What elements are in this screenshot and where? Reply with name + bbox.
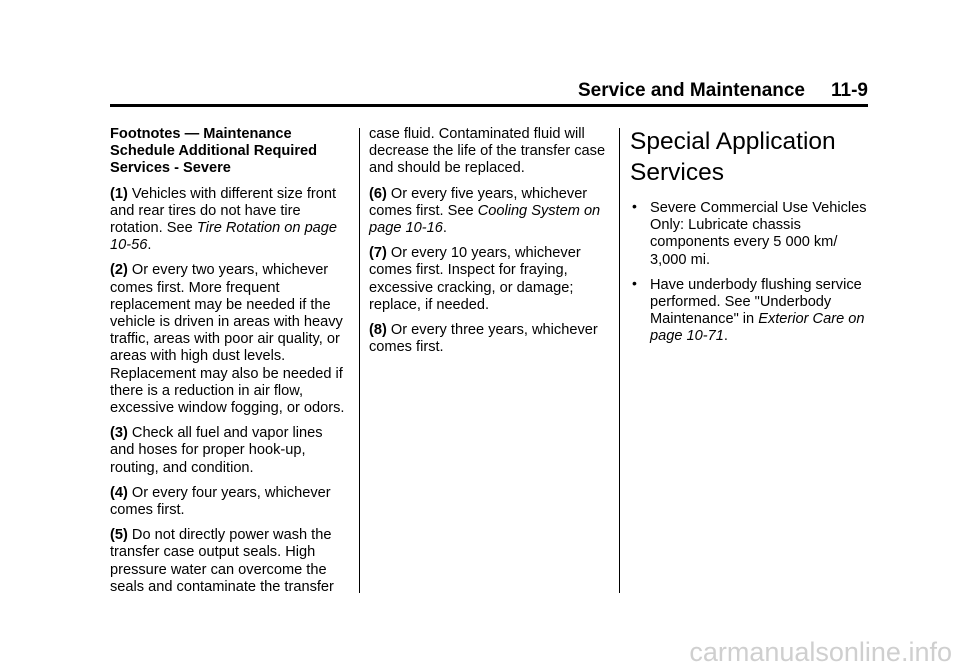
- page-number: 11-9: [831, 80, 868, 101]
- footnote-text: Vehicles with different size front and rear tires do not have tire rotation. See: [110, 185, 337, 237]
- exterior-care-link[interactable]: Exterior Care on page 10-71: [650, 311, 865, 345]
- footnote-5: [110, 527, 350, 596]
- footnote-tail: .: [442, 220, 447, 237]
- footnote-number: (3): [110, 425, 128, 442]
- footnote-6: [369, 186, 609, 238]
- bullet-icon: •: [632, 198, 637, 214]
- footnote-5-continued: case fluid. Contaminated fluid will decrease the life of the transfer case and should be replaced.: [369, 126, 606, 177]
- list-item-text: Severe Commercial Use Vehicles Only: Lubricate chassis components every 5 000 km/ 3,000 mi.: [650, 200, 867, 268]
- column-divider: [619, 128, 620, 593]
- footnote-number: (1): [110, 185, 128, 202]
- footnote-text: Do not directly power wash the transfer case output seals. High pressure water can overcome the seals and contaminate the transfer: [110, 527, 334, 595]
- footnote-4: [110, 485, 350, 519]
- list-item: [630, 274, 870, 346]
- cooling-system-link[interactable]: Cooling System on page 10-16: [369, 202, 601, 237]
- footnote-text: Or every two years, whichever comes first. More frequent replacement may be needed if the vehicle is driven in areas with heavy traffic, areas with poor air quality, or areas with high dust levels. Replacement may also be needed if there is a reduction in air flow, excessive window fogging, or odors.: [110, 262, 345, 417]
- watermark: carmanualsonline.info: [689, 637, 952, 667]
- bullet-icon: •: [632, 274, 637, 291]
- tire-rotation-link[interactable]: Tire Rotation on page 10-56: [110, 220, 338, 254]
- footnote-text: Or every four years, whichever comes first.: [110, 484, 331, 519]
- column-3: [630, 126, 870, 354]
- list-item-tail: .: [723, 328, 728, 345]
- list-item: [630, 200, 870, 269]
- footnote-2: [110, 262, 350, 417]
- page-header: [110, 80, 868, 102]
- column-1: [110, 126, 350, 604]
- footnote-number: (8): [369, 322, 387, 339]
- footnote-text: Check all fuel and vapor lines and hoses for proper hook-up, routing, and condition.: [110, 425, 323, 476]
- footnote-number: (7): [369, 245, 387, 262]
- special-application-heading: Special Application Services: [630, 128, 836, 186]
- footnote-text: Or every 10 years, whichever comes first. Inspect for fraying, excessive cracking, or damage; replace, if needed.: [369, 245, 581, 313]
- footnote-tail: .: [147, 237, 152, 254]
- footnote-text: Or every three years, whichever comes first.: [369, 322, 598, 356]
- section-title: Service and Maintenance: [577, 80, 806, 101]
- column-divider: [359, 128, 360, 593]
- column-2: [369, 126, 609, 364]
- footnote-number: (4): [110, 484, 128, 501]
- header-rule: [110, 104, 868, 107]
- footnote-number: (6): [369, 185, 387, 202]
- list-item-text: Have underbody flushing service performed. See "Underbody Maintenance" in: [650, 276, 862, 328]
- footnote-text: Or every five years, whichever comes first. See: [369, 185, 588, 219]
- footnote-8: [369, 322, 609, 356]
- footnote-7: [369, 245, 609, 314]
- footnote-number: (5): [110, 527, 128, 544]
- services-list: [630, 200, 870, 346]
- footnotes-heading: Footnotes — Maintenance Schedule Additional Required Services - Severe: [110, 126, 318, 177]
- footnote-1: [110, 186, 350, 255]
- footnote-3: [110, 425, 350, 477]
- footnote-number: (2): [110, 262, 128, 279]
